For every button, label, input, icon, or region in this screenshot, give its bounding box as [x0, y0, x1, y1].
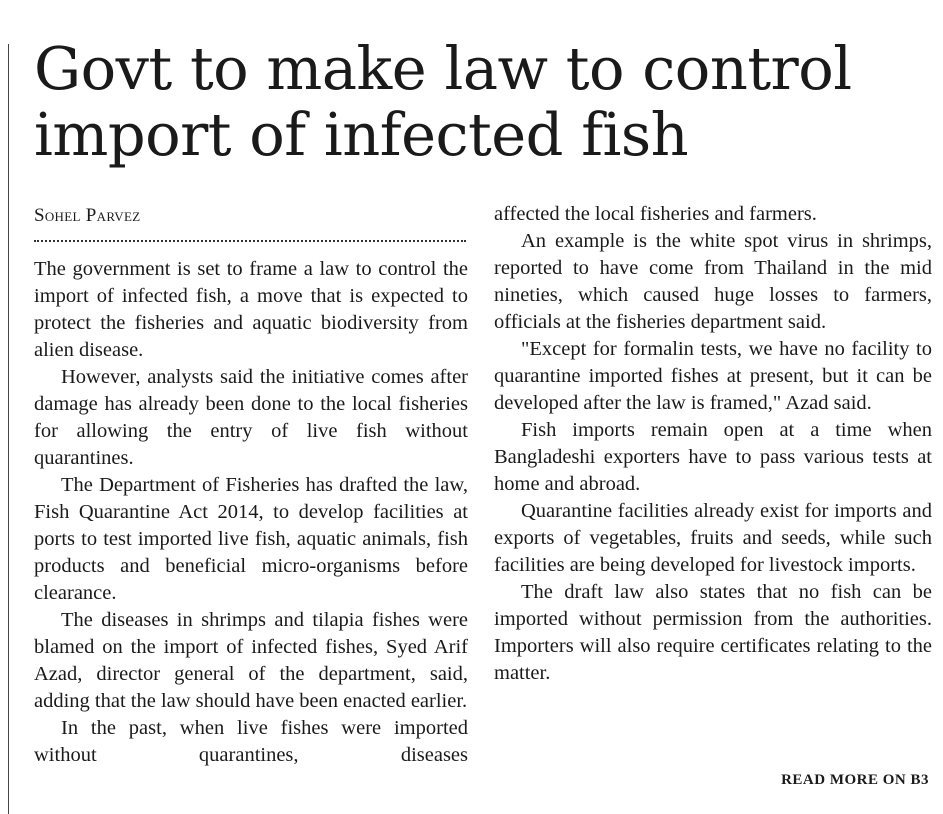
paragraph: An example is the white spot virus in shrimps, reported to have come from Thailand in the mid nineties, which caused huge losses to farmers, officials at the fisheries department said. — [494, 230, 932, 333]
paragraph: affected the local fisheries and farmers. — [494, 203, 817, 225]
paragraph: The government is set to frame a law to control the import of infected fish, a move that is expected to protect the fisheries and aquatic biodiversity from alien disease. — [34, 258, 468, 361]
paragraph: "Except for formalin tests, we have no facility to quarantine imported fishes at present, but it can be developed after the law is framed," Azad said. — [494, 338, 932, 414]
read-more-link[interactable]: READ MORE ON B3 — [781, 772, 929, 788]
paragraph: Quarantine facilities already exist for imports and exports of vegetables, fruits and seeds, while such facilities are being developed for livestock imports. — [494, 500, 932, 576]
paragraph: In the past, when live fishes were imported without quarantines, diseases — [34, 717, 468, 766]
paragraph: The diseases in shrimps and tilapia fishes were blamed on the import of infected fishes, Syed Arif Azad, director general of the department, said, adding that the law should have been enacted earlier. — [34, 609, 468, 712]
paragraph: The draft law also states that no fish can be imported without permission from the authorities. Importers will also require certificates relating to the matter. — [494, 581, 932, 684]
headline: Govt to make law to control import of infected fish — [34, 34, 852, 169]
paragraph: The Department of Fisheries has drafted the law, Fish Quarantine Act 2014, to develop facilities at ports to test imported live fish, aquatic animals, fish products and beneficial micro-organisms before clearance. — [34, 474, 468, 604]
column-rule — [8, 44, 9, 814]
byline: Sohel Parvez — [34, 205, 141, 226]
paragraph: However, analysts said the initiative comes after damage has already been done to the local fisheries for allowing the entry of live fish without quarantines. — [34, 366, 468, 469]
right-column — [494, 201, 932, 687]
dotted-divider — [34, 240, 466, 242]
left-column — [34, 256, 468, 769]
paragraph: Fish imports remain open at a time when Bangladeshi exporters have to pass various tests at home and abroad. — [494, 419, 932, 495]
